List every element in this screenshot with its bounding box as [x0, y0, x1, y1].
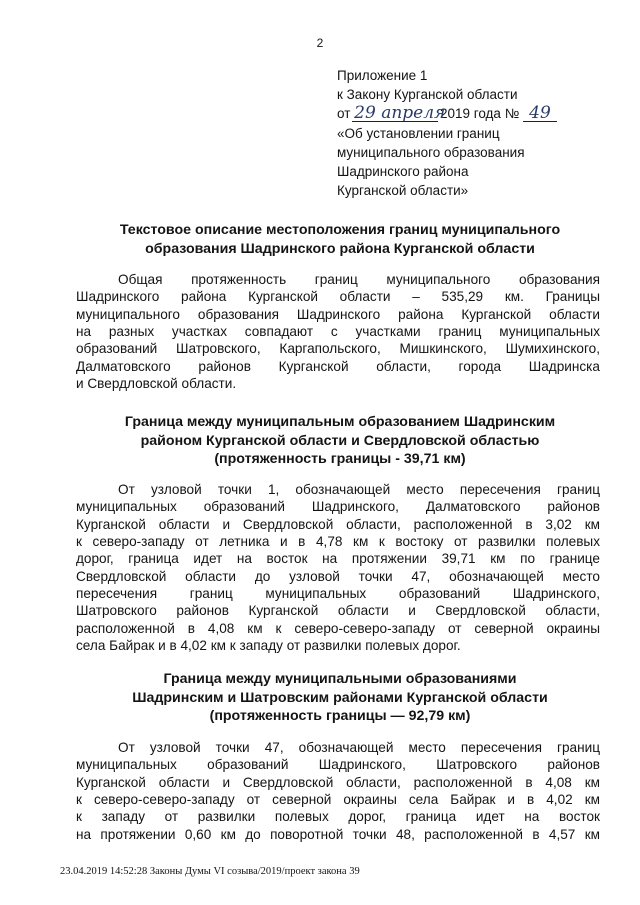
paragraph-line: села Байрак и в 4,02 км к западу от развилки полевых дорог. [76, 638, 461, 654]
paragraph-line: От узловой точки 47, обозначающей место пересечения границ [118, 740, 600, 755]
document-title [70, 221, 610, 258]
intro-paragraph [76, 271, 600, 392]
paragraph-line: к западу от развилки полевых дорог, граница идет на восток [76, 809, 600, 825]
section-2-paragraph [76, 739, 600, 843]
paragraph-line: расположенной в 4,08 км к северо-северо-западу от северной окраины [76, 620, 600, 636]
handwritten-date: 29 апреля [354, 103, 446, 124]
paragraph-line: Свердловской области до узловой точки 47, обозначающей место [76, 568, 600, 584]
paragraph-line: на протяжении 0,60 км до поворотной точки 48, расположенной в 4,57 км [76, 826, 600, 842]
date-prefix: от [337, 106, 351, 122]
law-year-label: 2019 года № [439, 106, 520, 122]
paragraph-line: Далматовского районов Курганской области, города Шадринска [76, 358, 600, 374]
appendix-header [337, 66, 617, 200]
paragraph-line: к северо-северо-западу от северной окраины села Байрак и в 4,02 км [76, 792, 600, 808]
paragraph-line: дорог, граница идет на восток на протяжении 39,71 км по границе [76, 551, 600, 567]
section-2-heading-line: (протяженность границы — 92,79 км) [209, 708, 471, 725]
appendix-line-4: «Об установлении границ [337, 125, 500, 141]
section-1-heading-line: (протяженность границы - 39,71 км) [214, 451, 466, 468]
appendix-date-line [337, 104, 617, 123]
paragraph-line: муниципального образования Шадринского района Курганской области [76, 306, 600, 322]
title-line-2: образования Шадринского района Курганской области [145, 240, 535, 257]
appendix-line-6: Шадринского района [337, 164, 469, 180]
section-2-heading-line: Граница между муниципальными образованиями [163, 671, 517, 687]
section-1-heading [70, 413, 610, 469]
paragraph-line: Шатровского районов Курганской области и Свердловской области, [76, 603, 600, 619]
paragraph-line: Курганской области и Свердловской области, расположенной в 3,02 км [76, 516, 600, 532]
section-1-heading-line: Граница между муниципальным образованием Шадринским [124, 414, 556, 430]
document-footer: 23.04.2019 14:52:28 Законы Думы VI созыва/2019/проект закона 39 [60, 866, 360, 877]
paragraph-line: Общая протяженность границ муниципального образования [118, 272, 600, 287]
paragraph-line: на разных участках совпадают с участками границ муниципальных [76, 324, 600, 340]
appendix-line-2: к Закону Курганской области [337, 87, 518, 103]
paragraph-line: Курганской области и Свердловской области, расположенной в 4,08 км [76, 774, 600, 790]
appendix-line-1: Приложение 1 [337, 68, 428, 83]
handwritten-law-number: 49 [525, 104, 555, 123]
paragraph-line: к северо-западу от летника и в 4,78 км к востоку от развилки полевых [76, 534, 600, 550]
appendix-line-7: Курганской области» [337, 183, 469, 199]
section-2-heading-line: Шадринским и Шатровским районами Курганской области [132, 689, 548, 706]
paragraph-line: муниципальных образований Шадринского, Шатровского районов [76, 757, 600, 773]
paragraph-line: муниципальных образований Шадринского, Далматовского районов [76, 499, 600, 515]
paragraph-line: и Свердловской области. [76, 376, 237, 392]
paragraph-line: образований Шатровского, Каргапольского, Мишкинского, Шумихинского, [76, 341, 600, 357]
paragraph-line: Шадринского района Курганской области – 535,29 км. Границы [76, 289, 600, 305]
page-number: 2 [316, 36, 324, 50]
section-1-heading-line: районом Курганской области и Свердловской областью [140, 432, 540, 449]
appendix-line-5: муниципального образования [337, 144, 525, 160]
section-2-heading [70, 670, 610, 726]
section-1-paragraph [76, 481, 600, 654]
paragraph-line: пересечения границ муниципальных образований Шадринского, [76, 586, 600, 602]
title-line-1: Текстовое описание местоположения границ муниципального [119, 222, 561, 238]
paragraph-line: От узловой точки 1, обозначающей место пересечения границ [118, 482, 600, 497]
